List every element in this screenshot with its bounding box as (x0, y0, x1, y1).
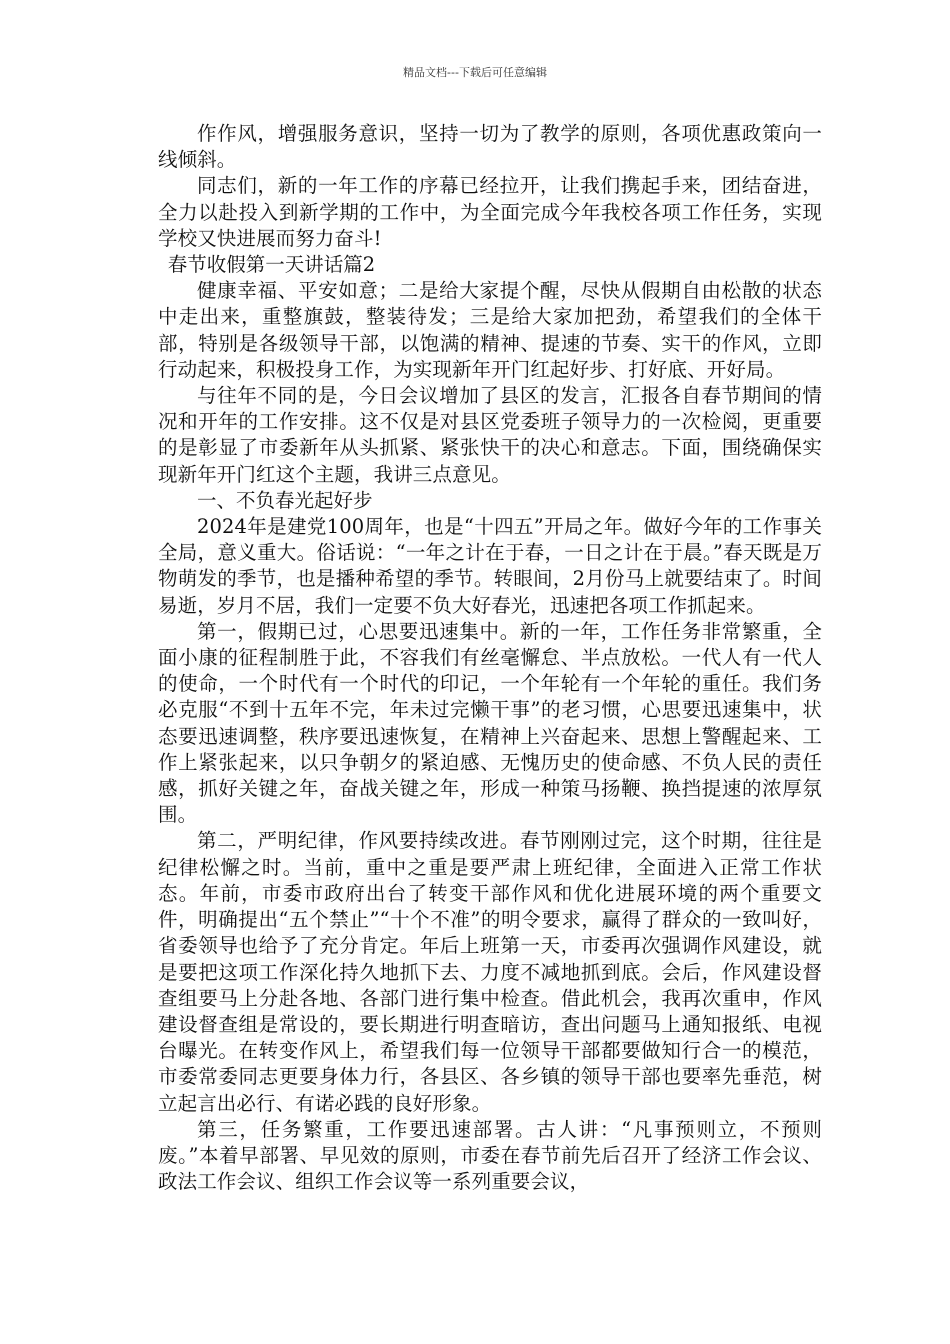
section-heading-1: 一、不负春光起好步 (197, 488, 373, 512)
paragraph-3: 健康幸福、平安如意；二是给大家提个醒，尽快从假期自由松散的状态中走出来，重整旗鼓，整装待发；三是给大家加把劲，希望我们的全体干部，特别是各级领导干部，以饱满的精神、提速的节奏、实干的作风，立即行动起来，积极投身工作，为实现新年开门红起好步、打好底、开好局。 (158, 279, 822, 381)
paragraph-4: 与往年不同的是，今日会议增加了县区的发言，汇报各自春节期间的情况和开年的工作安排。这不仅是对县区党委班子领导力的一次检阅，更重要的是彰显了市委新年从头抓紧、紧张快干的决心和意志。下面，围绕确保实现新年开门红这个主题，我讲三点意见。 (158, 384, 822, 486)
paragraph-1: 作作风，增强服务意识，坚持一切为了教学的原则，各项优惠政策向一线倾斜。 (158, 122, 822, 172)
paragraph-6: 第一，假期已过，心思要迅速集中。新的一年，工作任务非常繁重，全面小康的征程制胜于此，不容我们有丝毫懈怠、半点放松。一代人有一代人的使命，一个时代有一个时代的印记，一个年轮有一个年轮的重任。我们务必克服“不到十五年不完，年未过完懒干事”的老习惯，心思要迅速集中，状态要迅速调整，秩序要迅速恢复，在精神上兴奋起来、思想上警醒起来、工作上紧张起来，以只争朝夕的紧迫感、无愧历史的使命感、不负人民的责任感，抓好关键之年，奋战关键之年，形成一种策马扬鞭、换挡提速的浓厚氛围。 (158, 619, 822, 827)
paragraph-8: 第三，任务繁重，工作要迅速部署。古人讲：“凡事预则立，不预则废。”本着早部署、早见效的原则，市委在春节前先后召开了经济工作会议、政法工作会议、组织工作会议等一系列重要会议， (158, 1117, 822, 1194)
article-title: 春节收假第一天讲话篇2 (167, 253, 376, 277)
page-header: 精品文档---下载后可任意编辑 (403, 66, 547, 79)
paragraph-5: 2024年是建党100周年，也是“十四五”开局之年。做好今年的工作事关全局，意义重大。俗话说：“一年之计在于春，一日之计在于晨。”春天既是万物萌发的季节，也是播种希望的季节。转眼间，2月份马上就要结束了。时间易逝，岁月不居，我们一定要不负大好春光，迅速把各项工作抓起来。 (158, 515, 822, 617)
paragraph-2: 同志们，新的一年工作的序幕已经拉开，让我们携起手来，团结奋进，全力以赴投入到新学期的工作中，为全面完成今年我校各项工作任务，实现学校又快进展而努力奋斗! (158, 174, 822, 250)
document-body (158, 121, 822, 1195)
paragraph-7: 第二，严明纪律，作风要持续改进。春节刚刚过完，这个时期，往往是纪律松懈之时。当前，重中之重是要严肃上班纪律，全面进入正常工作状态。年前，市委市政府出台了转变干部作风和优化进展环境的两个重要文件，明确提出“五个禁止”“十个不准”的明令要求，赢得了群众的一致叫好，省委领导也给予了充分肯定。年后上班第一天，市委再次强调作风建设，就是要把这项工作深化持久地抓下去、力度不减地抓到底。会后，作风建设督查组要马上分赴各地、各部门进行集中检查。借此机会，我再次重申，作风建设督查组是常设的，要长期进行明查暗访，查出问题马上通知报纸、电视台曝光。在转变作风上，希望我们每一位领导干部都要做知行合一的模范，市委常委同志更要身体力行，各县区、各乡镇的领导干部也要率先垂范，树立起言出必行、有诺必践的良好形象。 (158, 829, 822, 1115)
